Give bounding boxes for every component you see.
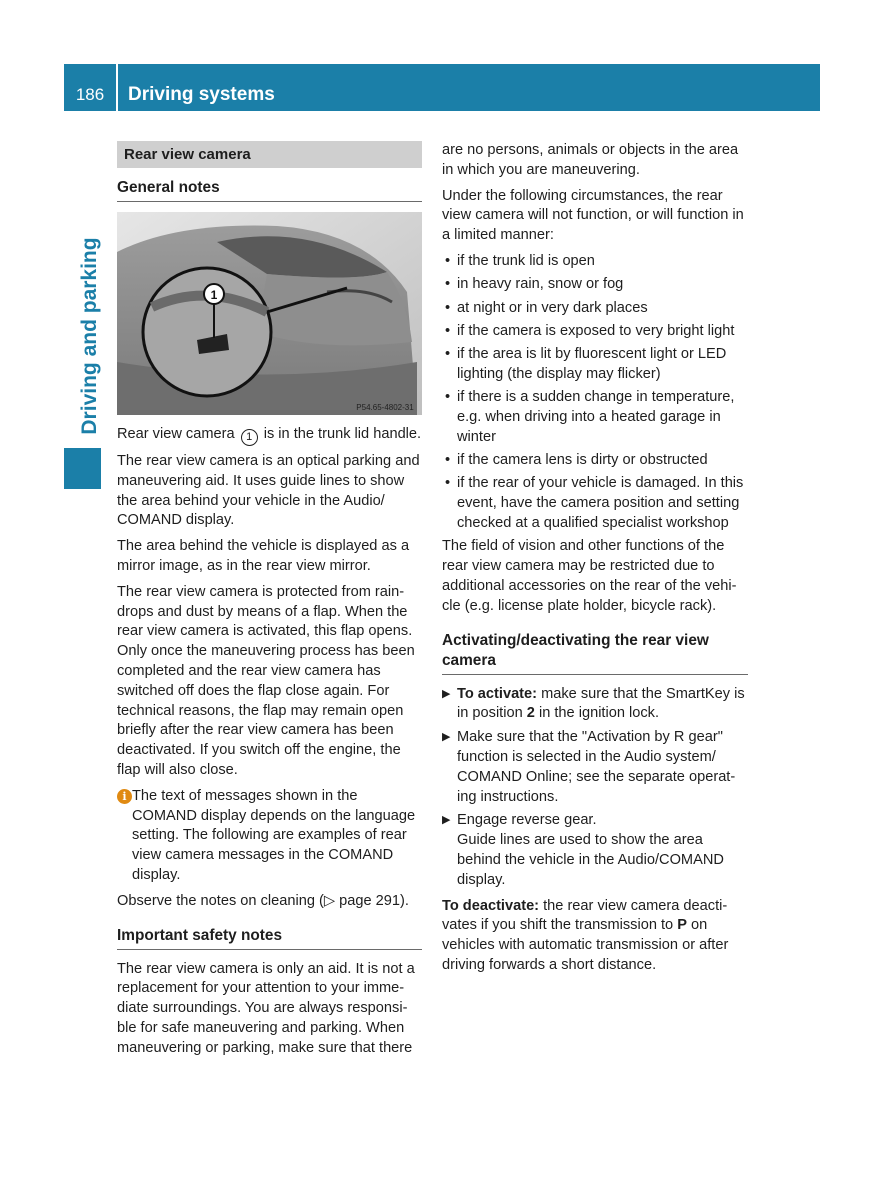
left-column (117, 141, 422, 1065)
header-divider (116, 64, 118, 111)
gear-position: P (677, 917, 687, 934)
step-text: in the ignition lock. (534, 705, 660, 722)
paragraph-text: on vehicles with automatic transmission or after driving forwards a short distance. (442, 917, 729, 973)
paragraph: Under the following circumstances, the rear view camera will not function, or will function in a limited manner: (442, 187, 744, 244)
caption (117, 425, 422, 446)
step-text: Make sure that the "Activation by R gear" function is selected in the Audio system/ COMAND Online; see the separate operat-ing instructions. (457, 729, 736, 805)
side-tab-marker (64, 448, 101, 489)
step-result: Guide lines are used to show the area behind the vehicle in the Audio/COMAND display. (457, 832, 724, 888)
paragraph: are no persons, animals or objects in the area in which you are maneuvering. (442, 142, 739, 178)
deactivation-paragraph (442, 897, 748, 976)
list-item-text: at night or in very dark places (457, 299, 648, 316)
page-title: Driving systems (128, 84, 275, 105)
callout-marker: 1 (241, 429, 258, 446)
step-label: To activate: (457, 685, 538, 702)
list-item: • if the trunk lid is open (445, 252, 595, 269)
section-title: Rear view camera (117, 141, 422, 168)
key-position: 2 (526, 705, 535, 722)
safety-heading: Important safety notes (117, 926, 422, 950)
list-item: • at night or in very dark places (445, 299, 648, 316)
step (442, 685, 748, 725)
right-column (442, 141, 748, 982)
image-code: P54.65-4802-31 (356, 403, 414, 412)
step (442, 811, 748, 890)
step-arrow-icon: ▶ (442, 687, 451, 700)
photo-callout: 1 (210, 288, 218, 302)
list-item: • if the area is lit by fluorescent light or LED lighting (the display may flicker) (445, 346, 727, 382)
paragraph-text: the rear view camera deacti-vates if you shift the transmission to (442, 897, 728, 934)
paragraph: The rear view camera is only an aid. It is not a replacement for your attention to your imme-diate surroundings. You are always responsi-ble for safe maneuvering and parking. When maneuvering or parking, make sure that there (117, 960, 415, 1056)
list-item-text: if the trunk lid is open (457, 252, 595, 269)
list-item: • if the camera is exposed to very bright light (445, 322, 735, 339)
paragraph: The rear view camera is protected from rain-drops and dust by means of a flap. When the rear view camera is activated, this flap opens. Only once the maneuvering process has been completed and the rear view camera has switched off does the flap close again. For technical reasons, the flap may remain open briefly after the rear view camera has been deactivated. If you switch off the engine, the flap will also close. (117, 583, 415, 778)
side-tab (70, 236, 110, 436)
step-arrow-icon: ▶ (442, 731, 451, 744)
list-item: • if there is a sudden change in temperature, e.g. when driving into a heated garage in winter (445, 389, 735, 445)
list-item-text: if the camera is exposed to very bright light (457, 322, 735, 339)
info-icon: i (117, 789, 132, 804)
list-item-text: if the camera lens is dirty or obstructed (457, 452, 708, 469)
rear-camera-photo (117, 212, 422, 415)
page-number: 186 (75, 85, 105, 104)
activation-heading: Activating/deactivating the rear view camera (442, 631, 748, 675)
list-item: • in heavy rain, snow or fog (445, 276, 624, 293)
list-item: • if the camera lens is dirty or obstructed (445, 452, 708, 469)
list-item-text: if the rear of your vehicle is damaged. In this event, have the camera position and setting checked at a qualified specialist workshop (457, 475, 744, 532)
list-item-text: if the area is lit by fluorescent light or LED lighting (the display may flicker) (457, 346, 727, 382)
list-item-text: in heavy rain, snow or fog (457, 276, 624, 293)
deactivate-label: To deactivate: (442, 897, 540, 914)
side-tab-label: Driving and parking (78, 237, 101, 435)
info-note (117, 787, 422, 886)
cleaning-reference: Observe the notes on cleaning (▷ page 291). (117, 892, 409, 909)
step-arrow-icon: ▶ (442, 814, 451, 827)
paragraph: The area behind the vehicle is displayed as a mirror image, as in the rear view mirror. (117, 538, 410, 574)
step (442, 728, 748, 807)
caption-text-end: is in the trunk lid handle. (259, 426, 422, 442)
conditions-list (442, 252, 748, 534)
caption-text: Rear view camera (117, 426, 239, 442)
list-item-text: if there is a sudden change in temperature, e.g. when driving into a heated garage in winter (457, 389, 735, 445)
list-item: • if the rear of your vehicle is damaged. In this event, have the camera position and setting checked at a qualified specialist workshop (445, 475, 744, 532)
general-notes-heading: General notes (117, 178, 422, 202)
step-text: Engage reverse gear. (457, 812, 597, 829)
paragraph: The field of vision and other functions of the rear view camera may be restricted due to additional accessories on the rear of the vehi-cle (e.g. license plate holder, bicycle rack). (442, 538, 737, 614)
paragraph: The rear view camera is an optical parking and maneuvering aid. It uses guide lines to show the area behind your vehicle in the Audio/ COMAND display. (117, 453, 420, 529)
step-text: make sure that the SmartKey is in position (457, 685, 745, 722)
info-text: The text of messages shown in the COMAND display depends on the language setting. The following are examples of rear view camera messages in the COMAND display. (132, 787, 416, 883)
